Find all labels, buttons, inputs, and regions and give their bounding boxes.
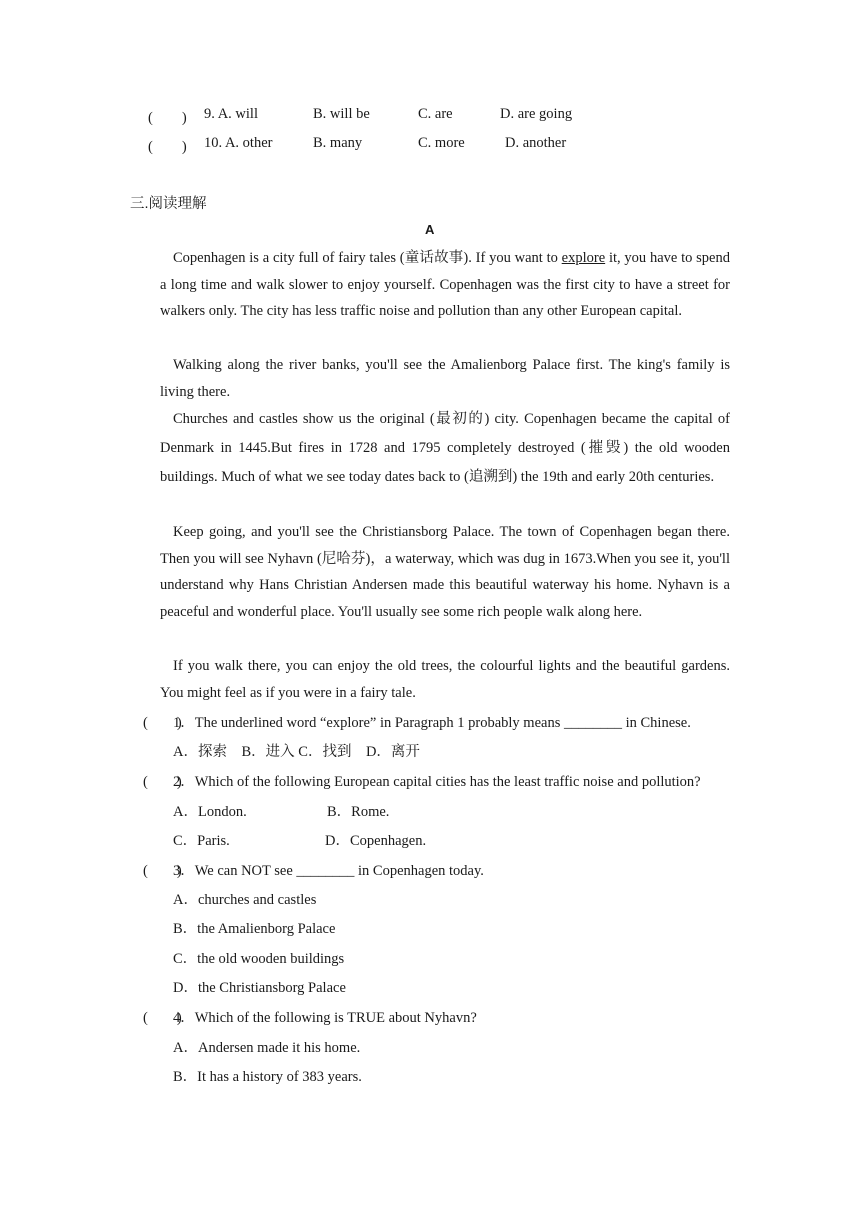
answer-paren: ( ) bbox=[143, 774, 182, 790]
option-b: B．the Amalienborg Palace bbox=[173, 921, 336, 937]
underlined-word: explore bbox=[561, 250, 606, 266]
paragraph-1-text-b: it, you have to spend a long time and walk slower to enjoy yourself. Copenhagen was the first city to have a street for walkers only. The city has less traffic noise and pollution than any other European capital. bbox=[160, 250, 730, 319]
option-b: B. will be bbox=[313, 106, 370, 122]
option-c: C. are bbox=[418, 106, 453, 122]
option-a: A．churches and castles bbox=[173, 892, 317, 908]
answer-paren: ( ) bbox=[143, 715, 182, 731]
option-b: B. many bbox=[313, 135, 363, 151]
answer-paren: ( ) bbox=[148, 110, 187, 126]
option-c: C．the old wooden buildings bbox=[173, 951, 345, 967]
paragraph-1-text-a: Copenhagen is a city full of fairy tales (童话故事). If you want to bbox=[173, 250, 562, 266]
answer-paren: ( ) bbox=[148, 139, 187, 155]
paragraph-5: If you walk there, you can enjoy the old trees, the colourful lights and the beautiful gardens. You might feel as if you were in a fairy tale. bbox=[160, 658, 730, 701]
answer-paren: ( ) bbox=[143, 1010, 182, 1026]
option-a: 10. A. other bbox=[204, 135, 273, 151]
question-text: 2．Which of the following European capital cities has the least traffic noise and pollution? bbox=[173, 774, 701, 790]
option-a: A．London. bbox=[173, 804, 247, 820]
option-d: D．Copenhagen. bbox=[325, 833, 427, 849]
option-d: D. another bbox=[505, 135, 567, 151]
option-c: C. more bbox=[418, 135, 465, 151]
answer-paren: ( ) bbox=[143, 863, 182, 879]
paragraph-3: Churches and castles show us the original (最初的) city. Copenhagen became the capital of Denmark in 1445.But fires in 1728 and 1795 completely destroyed (摧毁) the old wooden buildings. Much of what we see today dates back to (追溯到) the 19th and early 20th centuries. bbox=[160, 411, 730, 485]
question-options: A．探索 B．进入 C．找到 D．离开 bbox=[173, 744, 420, 760]
option-b: B．Rome. bbox=[327, 804, 390, 820]
option-c: C．Paris. bbox=[173, 833, 230, 849]
question-text: 4．Which of the following is TRUE about Nyhavn? bbox=[173, 1010, 477, 1026]
paragraph-2: Walking along the river banks, you'll see the Amalienborg Palace first. The king's family is living there. bbox=[160, 357, 730, 400]
section-title: 三.阅读理解 bbox=[130, 196, 207, 212]
paragraph-4: Keep going, and you'll see the Christiansborg Palace. The town of Copenhagen began there. Then you will see Nyhavn (尼哈芬)，a waterway, which was dug in 1673.When you see it, you'll understand why Hans Christian Andersen made this beautiful waterway his home. Nyhavn is a peaceful and wonderful place. You'll usually see some rich people walk along here. bbox=[160, 524, 730, 620]
option-a: 9. A. will bbox=[204, 106, 258, 122]
question-text: 3．We can NOT see ________ in Copenhagen today. bbox=[173, 863, 484, 879]
option-a: A．Andersen made it his home. bbox=[173, 1040, 361, 1056]
question-text: 1．The underlined word “explore” in Paragraph 1 probably means ________ in Chinese. bbox=[173, 715, 691, 731]
paragraph-1 bbox=[160, 245, 730, 325]
option-b: B．It has a history of 383 years. bbox=[173, 1069, 362, 1085]
option-d: D. are going bbox=[500, 106, 573, 122]
passage-title: A bbox=[425, 222, 435, 237]
option-d: D．the Christiansborg Palace bbox=[173, 980, 346, 996]
